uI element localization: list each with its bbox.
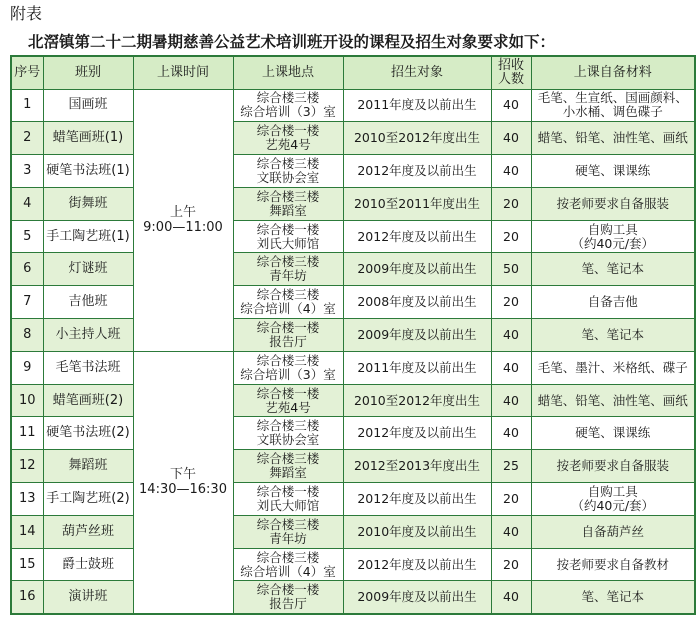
cell-quota: 40 bbox=[491, 89, 531, 122]
table-row bbox=[11, 89, 695, 122]
cell-location: 综合楼三楼 文联协会室 bbox=[233, 155, 343, 188]
cell-location: 综合楼一楼 报告厅 bbox=[233, 319, 343, 352]
cell-class: 吉他班 bbox=[43, 286, 133, 319]
cell-materials: 毛笔、墨汁、米格纸、碟子 bbox=[531, 351, 695, 384]
cell-materials: 毛笔、生宣纸、国画颜料、 小水桶、调色碟子 bbox=[531, 89, 695, 122]
cell-target: 2012年度及以前出生 bbox=[343, 483, 491, 516]
cell-target: 2011年度及以前出生 bbox=[343, 89, 491, 122]
cell-class: 手工陶艺班(1) bbox=[43, 220, 133, 253]
cell-materials: 笔、笔记本 bbox=[531, 253, 695, 286]
cell-class: 葫芦丝班 bbox=[43, 515, 133, 548]
table-row bbox=[11, 483, 695, 516]
header-materials: 上课自备材料 bbox=[531, 56, 695, 89]
cell-class: 手工陶艺班(2) bbox=[43, 483, 133, 516]
header-quota: 招收 人数 bbox=[491, 56, 531, 89]
cell-class: 蜡笔画班(1) bbox=[43, 122, 133, 155]
appendix-label: 附表 bbox=[10, 4, 43, 23]
cell-class: 街舞班 bbox=[43, 187, 133, 220]
cell-seq: 1 bbox=[11, 89, 43, 122]
cell-materials: 自备吉他 bbox=[531, 286, 695, 319]
cell-seq: 9 bbox=[11, 351, 43, 384]
cell-materials: 按老师要求自备服装 bbox=[531, 187, 695, 220]
cell-seq: 7 bbox=[11, 286, 43, 319]
cell-class: 蜡笔画班(2) bbox=[43, 384, 133, 417]
cell-class: 硬笔书法班(2) bbox=[43, 417, 133, 450]
table-row bbox=[11, 187, 695, 220]
table-row bbox=[11, 253, 695, 286]
cell-class: 灯谜班 bbox=[43, 253, 133, 286]
cell-location: 综合楼三楼 综合培训（4）室 bbox=[233, 548, 343, 581]
cell-target: 2012至2013年度出生 bbox=[343, 450, 491, 483]
cell-target: 2012年度及以前出生 bbox=[343, 417, 491, 450]
cell-class: 硬笔书法班(1) bbox=[43, 155, 133, 188]
cell-materials: 按老师要求自备教材 bbox=[531, 548, 695, 581]
table-row bbox=[11, 319, 695, 352]
table-row bbox=[11, 384, 695, 417]
table-row bbox=[11, 515, 695, 548]
header-class: 班别 bbox=[43, 56, 133, 89]
table-row bbox=[11, 122, 695, 155]
cell-quota: 50 bbox=[491, 253, 531, 286]
cell-materials: 硬笔、课课练 bbox=[531, 155, 695, 188]
cell-quota: 25 bbox=[491, 450, 531, 483]
cell-materials: 自购工具 （约40元/套） bbox=[531, 483, 695, 516]
cell-location: 综合楼一楼 报告厅 bbox=[233, 581, 343, 614]
cell-target: 2010至2012年度出生 bbox=[343, 122, 491, 155]
table-row bbox=[11, 220, 695, 253]
cell-location: 综合楼三楼 青年坊 bbox=[233, 515, 343, 548]
cell-seq: 13 bbox=[11, 483, 43, 516]
cell-materials: 按老师要求自备服装 bbox=[531, 450, 695, 483]
cell-time: 下午 14:30—16:30 bbox=[133, 351, 233, 613]
cell-class: 毛笔书法班 bbox=[43, 351, 133, 384]
table-row bbox=[11, 417, 695, 450]
cell-location: 综合楼三楼 综合培训（4）室 bbox=[233, 286, 343, 319]
cell-quota: 20 bbox=[491, 220, 531, 253]
cell-target: 2009年度及以前出生 bbox=[343, 581, 491, 614]
cell-location: 综合楼一楼 刘氏大师馆 bbox=[233, 220, 343, 253]
cell-materials: 自购工具 （约40元/套） bbox=[531, 220, 695, 253]
cell-class: 演讲班 bbox=[43, 581, 133, 614]
table-row bbox=[11, 581, 695, 614]
cell-quota: 20 bbox=[491, 286, 531, 319]
table-row bbox=[11, 450, 695, 483]
cell-location: 综合楼三楼 综合培训（3）室 bbox=[233, 351, 343, 384]
cell-target: 2010年度及以前出生 bbox=[343, 515, 491, 548]
cell-class: 舞蹈班 bbox=[43, 450, 133, 483]
header-seq: 序号 bbox=[11, 56, 43, 89]
cell-seq: 8 bbox=[11, 319, 43, 352]
cell-quota: 20 bbox=[491, 548, 531, 581]
cell-target: 2009年度及以前出生 bbox=[343, 253, 491, 286]
cell-seq: 12 bbox=[11, 450, 43, 483]
cell-seq: 4 bbox=[11, 187, 43, 220]
cell-quota: 40 bbox=[491, 122, 531, 155]
cell-quota: 20 bbox=[491, 187, 531, 220]
cell-location: 综合楼三楼 青年坊 bbox=[233, 253, 343, 286]
cell-seq: 15 bbox=[11, 548, 43, 581]
cell-target: 2012年度及以前出生 bbox=[343, 548, 491, 581]
cell-quota: 40 bbox=[491, 515, 531, 548]
header-time: 上课时间 bbox=[133, 56, 233, 89]
cell-class: 小主持人班 bbox=[43, 319, 133, 352]
cell-class: 爵士鼓班 bbox=[43, 548, 133, 581]
cell-quota: 20 bbox=[491, 483, 531, 516]
cell-materials: 蜡笔、铅笔、油性笔、画纸 bbox=[531, 122, 695, 155]
cell-location: 综合楼一楼 艺苑4号 bbox=[233, 122, 343, 155]
cell-quota: 40 bbox=[491, 384, 531, 417]
cell-time: 上午 9:00—11:00 bbox=[133, 89, 233, 351]
cell-location: 综合楼三楼 舞蹈室 bbox=[233, 450, 343, 483]
cell-location: 综合楼三楼 舞蹈室 bbox=[233, 187, 343, 220]
cell-target: 2008年度及以前出生 bbox=[343, 286, 491, 319]
cell-seq: 14 bbox=[11, 515, 43, 548]
cell-target: 2010至2012年度出生 bbox=[343, 384, 491, 417]
cell-seq: 16 bbox=[11, 581, 43, 614]
cell-materials: 硬笔、课课练 bbox=[531, 417, 695, 450]
cell-seq: 3 bbox=[11, 155, 43, 188]
cell-materials: 笔、笔记本 bbox=[531, 581, 695, 614]
cell-materials: 自备葫芦丝 bbox=[531, 515, 695, 548]
header-target: 招生对象 bbox=[343, 56, 491, 89]
course-table bbox=[10, 55, 696, 615]
cell-location: 综合楼三楼 综合培训（3）室 bbox=[233, 89, 343, 122]
table-row bbox=[11, 155, 695, 188]
cell-quota: 40 bbox=[491, 417, 531, 450]
cell-class: 国画班 bbox=[43, 89, 133, 122]
cell-quota: 40 bbox=[491, 155, 531, 188]
table-row bbox=[11, 548, 695, 581]
cell-seq: 11 bbox=[11, 417, 43, 450]
cell-seq: 2 bbox=[11, 122, 43, 155]
cell-materials: 蜡笔、铅笔、油性笔、画纸 bbox=[531, 384, 695, 417]
cell-target: 2009年度及以前出生 bbox=[343, 319, 491, 352]
cell-quota: 40 bbox=[491, 351, 531, 384]
page-title: 北滘镇第二十二期暑期慈善公益艺术培训班开设的课程及招生对象要求如下： bbox=[28, 33, 556, 51]
cell-quota: 40 bbox=[491, 319, 531, 352]
header-location: 上课地点 bbox=[233, 56, 343, 89]
cell-seq: 5 bbox=[11, 220, 43, 253]
cell-seq: 10 bbox=[11, 384, 43, 417]
table-header-row bbox=[11, 56, 695, 89]
cell-location: 综合楼一楼 刘氏大师馆 bbox=[233, 483, 343, 516]
cell-location: 综合楼三楼 文联协会室 bbox=[233, 417, 343, 450]
cell-target: 2012年度及以前出生 bbox=[343, 155, 491, 188]
cell-quota: 40 bbox=[491, 581, 531, 614]
cell-materials: 笔、笔记本 bbox=[531, 319, 695, 352]
cell-target: 2011年度及以前出生 bbox=[343, 351, 491, 384]
cell-location: 综合楼一楼 艺苑4号 bbox=[233, 384, 343, 417]
table-row bbox=[11, 351, 695, 384]
cell-target: 2010至2011年度出生 bbox=[343, 187, 491, 220]
cell-target: 2012年度及以前出生 bbox=[343, 220, 491, 253]
cell-seq: 6 bbox=[11, 253, 43, 286]
table-row bbox=[11, 286, 695, 319]
